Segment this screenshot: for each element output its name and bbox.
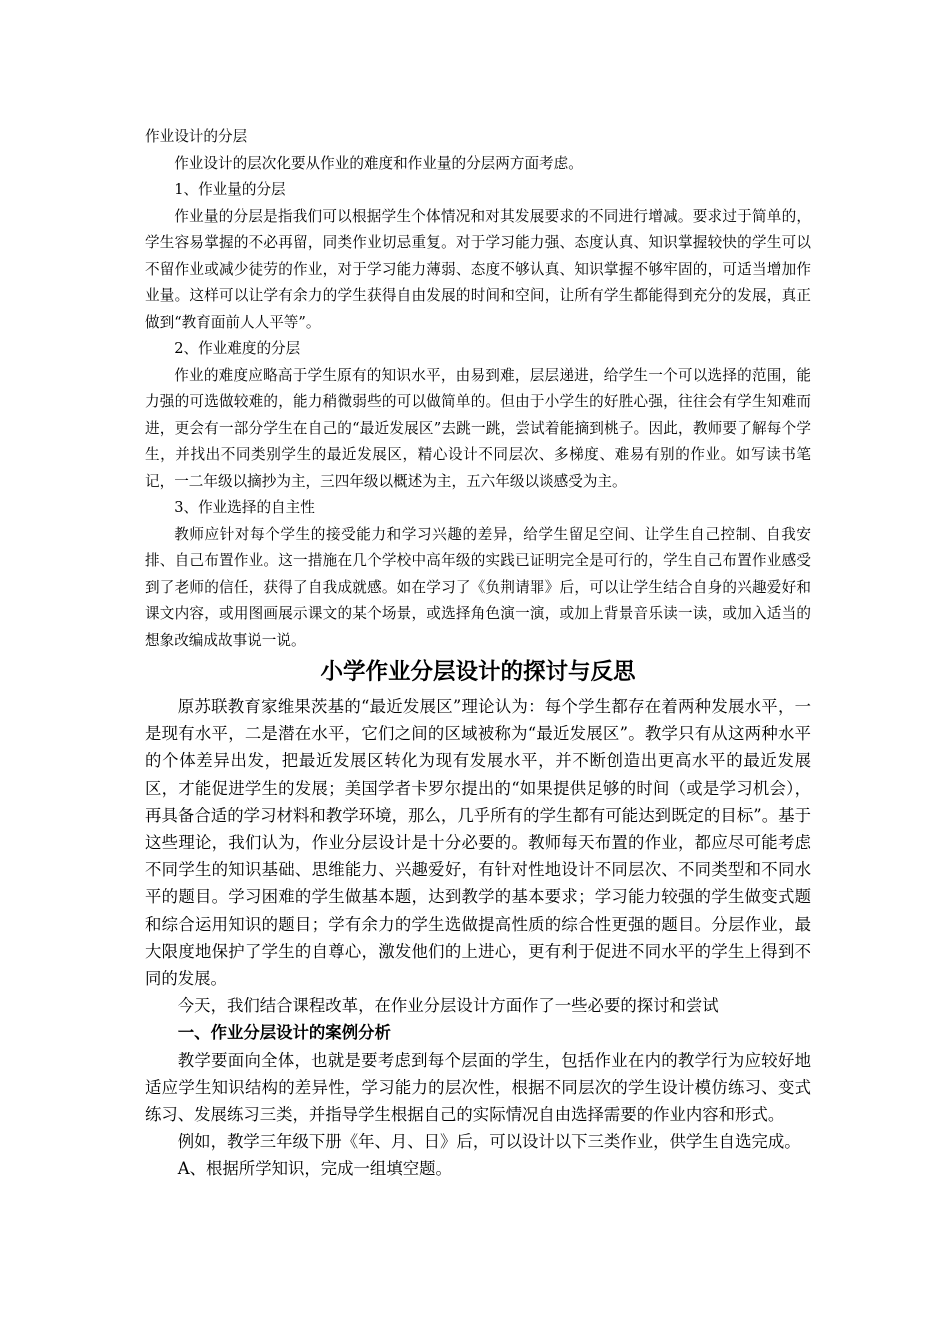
article-paragraph: 教学要面向全体，也就是要考虑到每个层面的学生，包括作业在内的教学行为应较好地适应学生知识结构的差异性，学习能力的层次性，根据不同层次的学生设计模仿练习、变式练习、发展练习三类，并指导学生根据自己的实际情况自由选择需要的作业内容和形式。	[145, 1050, 811, 1125]
item3-body: 教师应针对每个学生的接受能力和学习兴趣的差异，给学生留足空间、让学生自己控制、自我安排、自己布置作业。这一措施在几个学校中高年级的实践已证明完全是可行的，学生自己布置作业感受到了老师的信任，获得了自我成就感。如在学习了《负荆请罪》后，可以让学生结合自身的兴趣爱好和课文内容，或用图画展示课文的某个场景，或选择角色演一演，或加上背景音乐读一读，或加入适当的想象改编成故事说一说。	[145, 525, 811, 649]
section-intro: 作业设计的层次化要从作业的难度和作业量的分层两方面考虑。	[174, 154, 583, 172]
item2-body: 作业的难度应略高于学生原有的知识水平，由易到难，层层递进，给学生一个可以选择的范围，能力强的可选做较难的，能力稍微弱些的可以做简单的。但由于小学生的好胜心强，往往会有学生知难而进，更会有一部分学生在自己的“最近发展区”去跳一跳，尝试着能摘到桃子。因此，教师要了解每个学生，并找出不同类别学生的最近发展区，精心设计不同层次、多梯度、难易有别的作业。如写读书笔记，一二年级以摘抄为主，三四年级以概述为主，五六年级以谈感受为主。	[145, 366, 811, 490]
article-heading: 一、作业分层设计的案例分析	[177, 1023, 391, 1043]
section-title: 作业设计的分层	[145, 128, 248, 145]
article-body	[145, 693, 811, 1183]
article-paragraph: 原苏联教育家维果茨基的“最近发展区”理论认为：每个学生都存在着两种发展水平，一是现有水平，二是潜在水平，它们之间的区域被称为“最近发展区”。教学只有从这两种水平的个体差异出发，把最近发展区转化为现有发展水平，并不断创造出更高水平的最近发展区，才能促进学生的发展；美国学者卡罗尔提出的“如果提供足够的时间（或是学习机会），再具备合适的学习材料和教学环境，那么，几乎所有的学生都有可能达到既定的目标”。基于这些理论，我们认为，作业分层设计是十分必要的。教师每天布置的作业，都应尽可能考虑不同学生的知识基础、思维能力、兴趣爱好，有针对性地设计不同层次、不同类型和不同水平的题目。学习困难的学生做基本题，达到教学的基本要求；学习能力较强的学生做变式题和综合运用知识的题目；学有余力的学生选做提高性质的综合性更强的题目。分层作业，最大限度地保护了学生的自尊心，激发他们的上进心，更有利于促进不同水平的学生上得到不同的发展。	[145, 697, 811, 989]
item3-heading: 3、作业选择的自主性	[174, 499, 315, 516]
article-paragraph: A、根据所学知识，完成一组填空题。	[177, 1159, 452, 1179]
item1-heading: 1、作业量的分层	[174, 181, 286, 198]
section-layering	[145, 124, 811, 654]
article-title: 小学作业分层设计的探讨与反思	[320, 659, 636, 685]
article-paragraph: 例如，教学三年级下册《年、月、日》后，可以设计以下三类作业，供学生自选完成。	[177, 1132, 801, 1152]
item1-body: 作业量的分层是指我们可以根据学生个体情况和对其发展要求的不同进行增减。要求过于简单的，学生容易掌握的不必再留，同类作业切忌重复。对于学习能力强、态度认真、知识掌握较快的学生可以不留作业或减少徒劳的作业，对于学习能力薄弱、态度不够认真、知识掌握不够牢固的，可适当增加作业量。这样可以让学有余力的学生获得自由发展的时间和空间，让所有学生都能得到充分的发展，真正做到“教育面前人人平等”。	[145, 207, 811, 331]
article-paragraph: 今天，我们结合课程改革，在作业分层设计方面作了一些必要的探讨和尝试	[177, 996, 719, 1016]
item2-heading: 2、作业难度的分层	[174, 340, 301, 357]
